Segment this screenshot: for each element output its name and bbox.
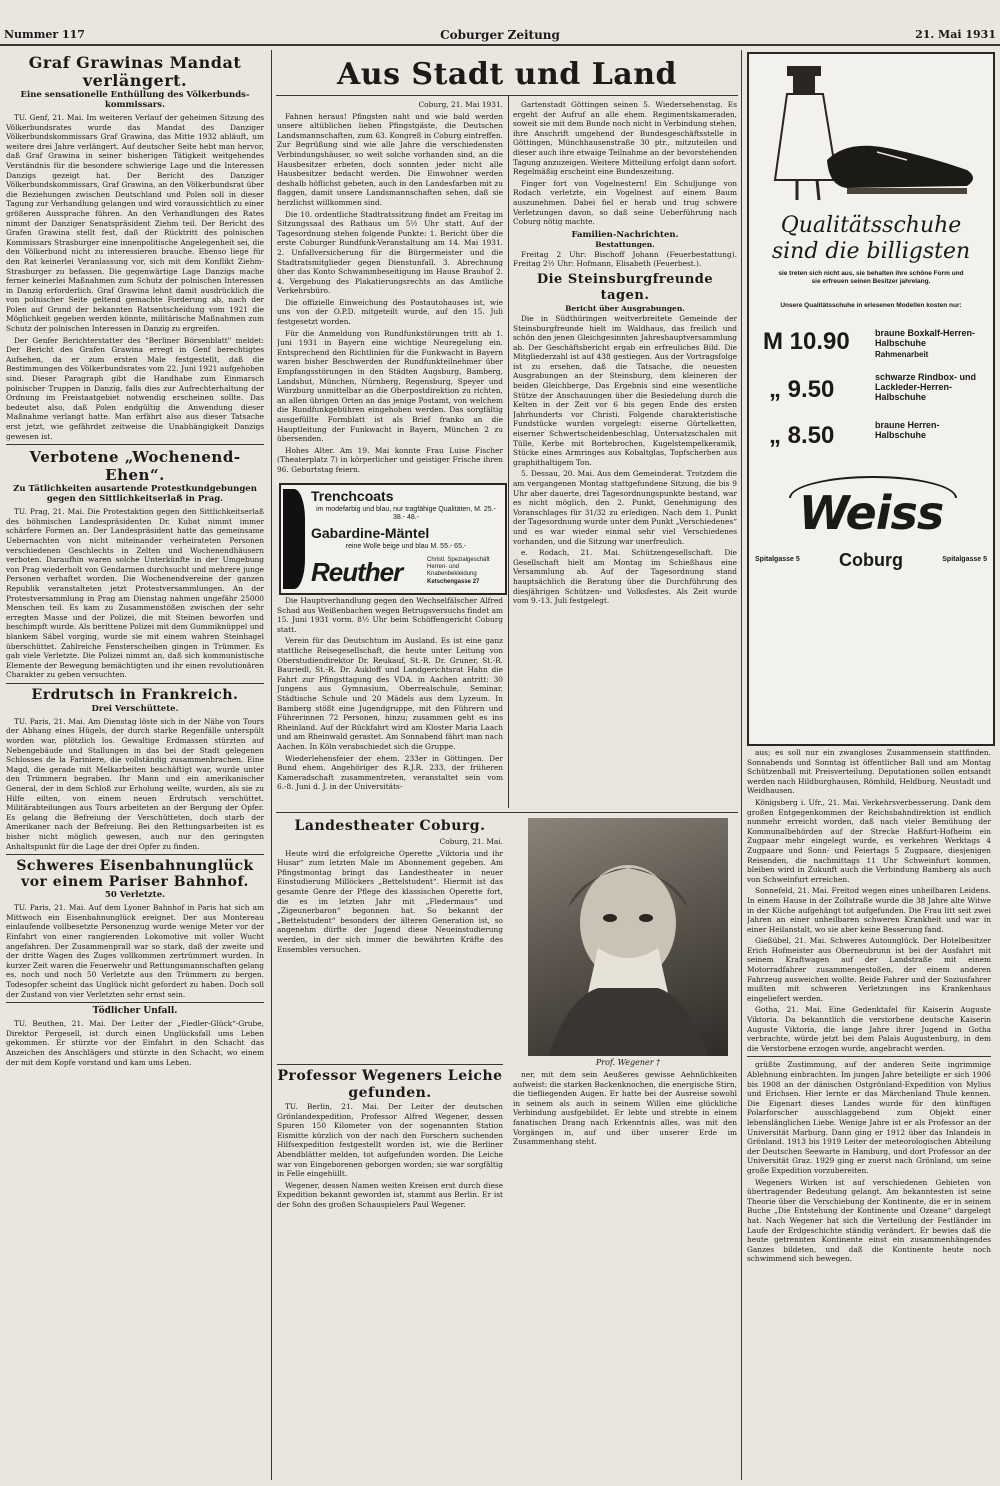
- issue-date: 21. Mai 1931: [915, 28, 996, 41]
- news-gotha: Gotha, 21. Mai. Eine Gedenktafel für Kaiserin Auguste Viktoria. Da bekanntlich die verstorbene deutsche Kaiserin Auguste Viktoria, die lange Jahre ihrer Jugend in Gotha verbrachte, würde jetzt bei dem Palais Augustenburg, in dem die Verstorbene erzogen wurde, angebracht werden.: [747, 1005, 991, 1053]
- ad-bracket-graphic: [283, 489, 305, 589]
- ad-weiss-headline-1: Qualitätsschuhe: [780, 213, 962, 238]
- headline-eisenbahn: Schweres Eisenbahnunglück vor einem Pariser Bahnhof.: [16, 858, 254, 891]
- price-3: „ 8.50: [769, 422, 835, 449]
- news-steinsburg: Die in Südthüringen weitverbreitete Gemeinde der Steinsburgfreunde hielt im Waldhaus, das freilich und schön den jenen Gleichgesinnten Jahreshauptversammlung ab. Der Geschäftsbericht ergab ein erfreuliches Bild. Die Mitgliederzahl ist auf 438 gestiegen. Aus der Vortragsfolge ist zu ersehen, daß die Tatsache, die neuesten Ausgrabungen an der Steinsburg, dem kleineren der beiden Gleichberge, Das Ergebnis sind eine wesentliche Stütze der Anschauungen über die Besiedelung durch die Kelten in der Zeit vor 6 bis gegen Ende des ersten Jahrhunderts vor Christi. Folgende charakteristische Fundstücke wurden vorgelegt: eiserne Gürtelketten, eiserner Schwertscheidenbeschlag, Untersatzschalen mit Tülle, Kerbe mit Bortebrochen, Kugelstempelkeramik, Stücke eines Armringes aus Kobaltglas, Topfscherben aus graphithaltigem Ton.: [513, 313, 737, 467]
- price-1: M 10.90: [763, 328, 850, 355]
- column-local-news-lower: [277, 596, 503, 808]
- news-wiedersehen: Wiederlehensfeier der ehem. 233er in Göttingen. Der Bund ehem. Angehöriger des R.J.R. 233, der früheren Kameradschaft zusammentreten, veranstaltet sein vom 6.-8. Juni d. J. in der Universitäts-: [277, 753, 503, 792]
- ad-item-trenchcoats-desc: im modefarbig und blau, nur tragfähige Qualitäten, M. 25.- 38.- 48.-: [316, 506, 496, 521]
- masthead-title: Coburger Zeitung: [440, 28, 560, 42]
- subhead-eisenbahn: 50 Verletzte.: [104, 890, 166, 901]
- column-regional: [513, 100, 737, 808]
- subhead-bestattungen: Bestattungen.: [595, 239, 655, 249]
- subhead-grawina: Eine sensationelle Enthüllung des Völkerbunds-kommissars.: [20, 90, 250, 110]
- headline-unfall: Tödlicher Unfall.: [92, 1006, 178, 1017]
- news-dessau: 5. Dessau, 20. Mai. Aus dem Gemeinderat. Trotzdem die am vergangenen Montag stattgefundene Sitzung, die bis 9 Uhr aber dauerte, drei Tagesordnungspunkte bestand, war es nicht möglich, den 2. Punkt, Genehmigung des Voranschlages für 31/32 zu erledigen. Nach dem 1. Punkt der Tagesordnung wurde unter dem Punkt „Verschiedenes“ und es war wieder einmal sehr viel Verschiedenes vorhanden, und die Sitzung war unerfreulich.: [513, 469, 737, 546]
- subhead-steinsburg: Bericht über Ausgrabungen.: [565, 303, 685, 313]
- ad-brand-reuther: Reuther: [311, 557, 403, 587]
- headline-erdrutsch: Erdrutsch in Frankreich.: [31, 686, 239, 703]
- news-alter: Hohes Alter. Am 19. Mai konnte Frau Luise Fischer (Theaterplatz 7) in körperlicher und geistiger Frische ihren 96. Geburtstag feiern.: [277, 445, 503, 474]
- news-postauto: Die offizielle Einweichung des Postautohauses ist, wie uns von der O.P.D. mitgeteilt wurde, auf den 15. Juli festgesetzt worden.: [277, 297, 503, 327]
- news-koenigsberg: Königsberg i. Ufr., 21. Mai. Verkehrsverbesserung. Dank dem großen Entgegenkommen der Reichsbahndirektion ist endlich nunmehr erreicht worden, daß nach vieler Bemühung der Kommunalbehörden auf der Strecke Haßfurt-Hofheim ein Zugpaar mehr eingelegt wurde, es verkehren Werktags 4 Zugpaare und Sonn- und Feiertags 5 Zugpaare, diesjenigen Reisenden, die nachmittags 11 Uhr Schweinfurt kommen, bleiben wird in Zukunft auch die Verbindung Bamberg als auch von Schweinfurt erreichen.: [747, 797, 991, 884]
- column-right: [747, 748, 991, 1478]
- ad-reuther-tagline: Christl. Spezialgeschäft Herren- und Knabenbekleidung: [427, 557, 490, 577]
- ad-weiss-address-left: Spitalgasse 5: [755, 556, 800, 563]
- column-divider: [741, 50, 742, 1480]
- theater-text: Heute wird die erfolgreiche Operette „Viktoria und ihr Husar“ zum letzten Male im Abonnement gegeben. Am Pfingstmontag bringt das Landestheater in neuer Einstudierung Millöckers „Bettelstudent“. Hiermit ist das gesamte Genre der Pflege des klassischen Operette fort, die es im letzten Jahr mit „Fledermaus“ und „Zigeunerbaron“ begonnen hat. So bekannt der „Bettelstudent“ besonders der älteren Generation ist, so angenehm dürfte der Jugend diese Neueinstudierung werden, in der sich immer die bewährten Kräfte des Ensembles versuchen.: [277, 848, 503, 954]
- headline-steinsburg: Die Steinsburgfreunde tagen.: [536, 271, 714, 303]
- headline-rule: [276, 95, 738, 96]
- portrait-illustration: [528, 818, 728, 1056]
- news-vogelnester: Finger fort von Vogelnestern! Ein Schuljunge von Rodach verletzte, ein Vogelnest auf einem Baum auszunehmen. Dabei fiel er herab und trug schwere Verletzungen davon, so daß seine Ueberführung nach Coburg nötig machte.: [513, 178, 737, 227]
- price-1-desc: braune Boxkalf-Herren-Halbschuhe: [875, 328, 976, 348]
- section-headline: Aus Stadt und Land: [336, 57, 678, 92]
- wegener-text-2: Wegener, dessen Namen weiten Kreisen erst durch diese Expedition bekannt geworden ist, stammt aus Berlin. Er ist der Sohn des großen Schauspielers Paul Wegener.: [277, 1180, 503, 1209]
- subhead-erdrutsch: Drei Verschüttete.: [91, 703, 179, 714]
- news-bestattungen: Freitag 2 Uhr: Bischoff Johann (Feuerbestattung). Freitag 2½ Uhr: Hofmann, Elisabeth (Feuerbest.).: [513, 249, 737, 269]
- wegener-bio-2: Wegeners Wirken ist auf verschiedenen Gebieten von übertragender Bedeutung gelangt. Am bekanntesten ist seine Theorie über die Verschiebung der Kontinente, die er in seinem Buche „Die Entstehung der Kontinente und Ozeane“ dargelegt hat. Nach Wegener hat sich die Verteilung der Festländer im Laufe der Erdgeschichte ständig verändert. Er bewies daß die heute getrennten Kontinente einst ein zusammenhängendes Ganzes bildeten, und daß die Kontinente heute noch schwimmend sich bewegen.: [747, 1177, 991, 1264]
- column-left: [6, 54, 264, 1480]
- news-giessuebel: Gießübel, 21. Mai. Schweres Autounglück. Der Hotelbesitzer Erich Hofmeister aus Oberneubrunn ist bei der Ausfahrt mit seinem Kraftwagen auf der Landstraße mit einem Motorradfahrer zusammengestoßen, der einem anderen Fahrzeug ausweichen wollte. Beide Fahrer und der Soziusfahrer mußten mit schweren Verletzungen ins Krankenhaus eingeliefert werden.: [747, 936, 991, 1003]
- news-schad: Die Hauptverhandlung gegen den Wechselfälscher Alfred Schad aus Weißenbachen wegen Betrugsversuchs findet am 15. Juni 1931 vorm. 8½ Uhr beim Schöffengericht Coburg statt.: [277, 596, 503, 634]
- headline-wegener: Professor Wegeners Leiche gefunden.: [277, 1068, 503, 1101]
- ad-item-trenchcoats: Trenchcoats: [311, 488, 394, 504]
- subhead-wochenend: Zu Tätlichkeiten ausartende Protestkundgebungen gegen den Sittlichkeitserlaß in Prag.: [13, 484, 257, 505]
- news-rundfunk: Für die Anmeldung von Rundfunkstörungen tritt ab 1. Juni 1931 in Bayern eine wichtige Neuregelung ein. Entsprechend den Richtlinien für die Funkwacht in Bayern waren bisher Beschwerden der Rundfunkteilnehmer über Empfangsstörungen in den Städten Augsburg, Bamberg, Landshut, München, Nürnberg, Regensburg, Speyer und Würzburg unmittelbar an die Oberpostdirektion zu richten, an allen übrigen Orten an das jenige Postamt, von welchem die Rundfunkgebühren eingehoben werden. Das sorgfältig ausgefüllte Formblatt ist als Brief franko an die Hauptleitung der Funkwacht in Bayern, München 2 zu übersenden.: [277, 328, 503, 444]
- ad-weiss-intro: Unsere Qualitätsschuhe in erlesenen Modellen kosten nur:: [780, 302, 962, 309]
- article-erdrutsch: TU. Paris, 21. Mai. Am Dienstag löste sich in der Nähe von Tours der Abhang eines Hügels, der durch starke Regenfälle unterspült worden war, plötzlich los. Gewaltige Erdmassen stürzten auf Nebengebäude und Stallungen in das bei der Stadt gelegenen Schlosses de la Fariniere, die vollständig zusammenbrachen. Eine Magd, die gerade mit Melkarbeiten beschäftigt war, wurde unter den Trümmern begraben. Ihr Mann und ein amerikanischer General, der in dem Schloß zur Erholung weilte, wurden, als sie zu Hilfe eilten, von einem neuen Erdrutsch verschüttet. Militärabteilungen aus Tours arbeiteten an der Bergung der Opfer. Es gelang die Befreiung der Verschütteten, doch starb der Amerikaner nach der Befreiung. Bei den Rettungsarbeiten ist es bisher nicht möglich gewesen, auch nur den geringsten Anhaltspunkt für die Lage der drei Opfer zu finden.: [6, 716, 264, 851]
- ad-item-gabardine-desc: reine Wolle beige und blau M. 55.- 65.-: [345, 543, 467, 550]
- ad-weiss-headline-2: sind die billigsten: [771, 239, 971, 264]
- news-sonnefeld: Sonnefeld, 21. Mai. Freitod wegen eines unheilbaren Leidens. In einem Hause in der Zollstraße wurde die 38 Jahre alte Witwe in der Küche aufgehängt tot aufgefunden. Die Frau litt seit zwei Jahren an einer unheilbaren schweren Krankheit und war in einer Heilanstalt, wo sie aber keine Besserung fand.: [747, 886, 991, 934]
- headline-wochenend: Verbotene „Wochenend-Ehen“.: [29, 448, 241, 485]
- price-3-desc: braune Herren-Halbschuhe: [875, 420, 940, 440]
- column-local-news: [277, 100, 503, 475]
- article-eisenbahn: TU. Paris, 21. Mai. Auf dem Lyoner Bahnhof in Paris hat sich am Mittwoch ein Eisenbahnunglück ereignet. Der aus Montereau einlaufende vollbesetzte Personenzug wurde wenige Meter vor der Einfahrt von einer rangierenden Lokomotive mit voller Wucht angefahren. Der Zusammenprall war so stark, daß der zweite und der dritte Wagen des Zuges vollkommen zertrümmert wurden. In kurzer Zeit waren die Feuerwehr und Rettungsmannschaften gelang es, noch und noch 50 Verletzte aus den Trümmern zu bergen. Todesopfer scheint das Unglück nicht gefordert zu haben. Doch soll der Zustand von vier Verletzten sehr ernst sein.: [6, 903, 264, 999]
- news-vda: Verein für das Deutschtum im Ausland. Es ist eine ganz stattliche Reisegesellschaft, die heute unter Leitung von Oberstudiendirektor Dr. Reukauf, St.-R. Dr. Gruner, St.-R. Bauriedl, St.-R. Dr. Aukloff und Landgerichtsrat Hahn die Fahrt zur Pfingsttagung des VDA. in Aachen antritt: 30 Jungens aus Gymnasium, Oberrealschule, Seminar, Städtische Schule und 20 Mädels aus dem Lyzeum. In Bamberg stößt eine Jugendgruppe, mit den Führern und Führerinnen 72 Personen, hinzu; zusammen geht es ins Rheinland. Auf der Rückfahrt wird am Kloster Maria Laach und am Rheinwald gerastet. Am Sonnabend fährt man nach Aachen. In Köln verabschiedet sich die Gruppe.: [277, 636, 503, 751]
- news-schuetzen: aus; es soll nur ein zwangloses Zusammensein stattfinden. Sonnabends und Sonntag ist öffentlicher Ball und am Montag Schützenball mit Preisverteilung. Deputationen sollen entsandt werden nach Hildburghausen, Römhild, Heldburg, Neustadt und Weidhausen.: [747, 748, 991, 796]
- column-divider: [508, 96, 509, 808]
- ad-weiss-shoes: [747, 52, 995, 746]
- theater-dateline: Coburg, 21. Mai.: [439, 837, 503, 846]
- header-rule: [0, 44, 1000, 46]
- article-grawina-2: Der Genfer Berichterstatter des "Berliner Börsenblatt" meldet: Der Bericht des Grafen Grawina erregt in Genf berechtigtes Aufsehen, da er zum ersten Male festgestellt, daß die Bestimmungen des Völkerbundsrates vom 22. Juni 1921 aufgehoben sind. Dieser Paragraph gibt die Handhabe zum Einmarsch polnischer Truppen in Danzig, falls dies zur Aufrechterhaltung der Ordnung im Freistaatgebiet notwendig erscheinen sollte. Das bedeutet also, daß Polen endgültig die Anwendung dieser Maßnahme verlangt hatte. Man erfährt also aus dieser Tatsache erst jetzt, wie gefährdet zeitweise die Unabhängigkeit Danzigs gewesen ist.: [6, 335, 264, 441]
- section-rule: [276, 812, 738, 813]
- headline-theater: Landestheater Coburg.: [294, 818, 486, 834]
- ad-weiss-city: Coburg: [839, 550, 903, 570]
- article-wochenend: TU. Prag, 21. Mai. Die Protestaktion gegen den Sittlichkeitserlaß des böhmischen Landespräsidenten Dr. Kubat nimmt immer schärfere Formen an. Der Landespräsident hatte das gemeinsame Uebernachten von nicht miteinander verheirateten Personen verschiedenen Geschlechts in Zelten und Wochenendhäusern verboten. Daraufhin waren solche Unterkünfte in der Umgebung von Prag wiederholt von Gendarmen durchsucht und mehrere junge Personen verhaftet worden. Die Wochenendvereine der ganzen Republik veranstalteten jetzt Protestversammlungen. An der Protestversammlung in Prag am Dienstag nahmen ungefähr 25000 Menschen teil. Es kam zu Zusammenstößen zwischen der sehr erregten Masse und der Polizei, die mit Steinen beworfen und beschimpft wurde. Als berittene Polizei mit dem Gummiknüppel und blankem Säbel vorging, wurde sie mit einem wahren Steinhagel überschüttet. Zahlreiche Fensterscheiben gingen in Trümmer. Es gab viele Verletzte. Die Polizei nimmt an, daß sich kommunistische Elemente der Bewegung bemächtigten und ihr einen revolutionären Charakter zu geben versuchten.: [6, 507, 264, 680]
- price-2: „ 9.50: [769, 376, 835, 403]
- article-unfall: TU. Beuthen, 21. Mai. Der Leiter der „Fiedler-Glück“-Grube, Direktor Pergesell, ist durch einen Unglücksfall ums Leben gekommen. Er stürzte vor der Einfahrt in den Schacht das Anzeichen des Anschlägers und stürzte in den Schacht, wo einem der mit dem Kopfe vorstand und kam ums Leben.: [6, 1019, 264, 1067]
- ad-item-gabardine: Gabardine-Mäntel: [311, 525, 430, 541]
- wegener-portrait-photo: [528, 818, 728, 1056]
- wegener-text: TU. Berlin, 21. Mai. Der Leiter der deutschen Grönlandexpedition, Professor Alfred Wegener, dessen Spuren 150 Kilometer von der sogenannten Station Eismitte kürzlich von der nach den Forschern suchenden Hilfsexpedition festgestellt worden ist, wie die Berliner Abendblätter melden, tot aufgefunden worden. Die Leiche war von Eingeborenen geborgen worden; sie war sorgfältig in Felle eingehüllt.: [277, 1102, 503, 1179]
- photo-caption: Prof. Wegener †: [595, 1058, 661, 1067]
- theater-article: [277, 818, 503, 1058]
- issue-number: Nummer 117: [4, 28, 85, 41]
- news-fahnen: Fahnen heraus! Pfingsten naht und wie bald werden unsere altüblichen lieben Pfingstgäste, die Deutschen Landsmannschaften, zum 63. Kongreß in Coburg eintreffen. Zur Begrüßung sind wie alle Jahre die verschiedensten Verbindungshäuser, so weit solche vorhanden sind, an die Hausbesitzer erbeten, doch sonnten jeder nicht alle Hausbesitzer bedacht werden. Die Einwohner werden deshalb höflichst gebeten, auch in den Landesfarben mit zu flaggen, damit unsere Landsmannschaften sehen, daß sie herzlichst willkommen sind.: [277, 111, 503, 207]
- wegener-text-3: ner, mit dem sein Aeußeres gewisse Aehnlichkeiten aufweist: die starken Backenknochen, die energische Stirn, die tiefliegenden Augen. Er hatte bei der Ausreise sowohl in seinem als auch in seinem Willen eine glückliche Verbindung ausfgebildet. Er lebte und strebte in einem fanatischen Drang nach Erkenntnis alles, was mit den Vorgängen in, auf und über unserer Erde im Zusammenhang steht.: [513, 1070, 737, 1147]
- article-grawina: TU. Genf, 21. Mai. Im weiteren Verlauf der geheimen Sitzung des Völkerbundsrates wurde das Mandat des Danziger Völkerbundskommissars Graf Grawina, das Mitte 1932 abläuft, um weitere drei Jahre verlängert. Auf deutscher Seite hebt man hervor, daß Graf Grawina in seiner bisherigen Tätigkeit weitgehendes Verständnis für die besondere schwierige Lage und die Interessen Danzigs gezeigt hat. Der Bericht des Danziger Völkerbundskommissars, Graf Grawina, an den Völkerbundsrat über die Beziehungen zwischen Deutschland und Polen soll in dieser Tagung zur Verhandlung gelangen und wird voraussichtlich zu einer größeren Aussprache führen. An den Verhandlungen des Rates nimmt der Danziger Senatspräsident Ziehm teil. Der Bericht des Grafen Grawina stellt fest, daß der Rücktritt des polnischen Kommissars Strasburger eine innenpolitische Angelegenheit sei, die den Völkerbund nicht zu interessieren brauche. Ebenso liege für den Rat keinerlei Veranlassung vor, sich mit dem Konflikt Ziehm-Strasburger zu befassen. Die gegenwärtige Lage Danzigs mache ferner keinerlei Maßnahmen zum Schutz der polnischen Interessen in Danzig erforderlich. Graf Grawina lehnt damit ausdrücklich die von polnischer Seite geltend gemachte Forderung ab, nach der Polen auf Grund der bekannten Ratsentscheidung vom 1921 die Möglichkeit gegeben werden könnte, militärische Maßnahmen zum Schutz der polnischen Interessen in Danzig zu ergreifen.: [6, 113, 264, 334]
- ad-reuther: [279, 483, 507, 595]
- price-2-desc: schwarze Rindbox- und Lackleder-Herren-Halbschuhe: [875, 372, 977, 402]
- ad-weiss-brand: Weiss: [798, 486, 944, 540]
- wegener-bio: grüßte Zustimmung, auf der anderen Seite ingrimmige Ablehnung einbrachten. Im jungen Jahre beteiligte er sich 1906 bis 1908 an der dänischen Ostgrönland-Expedition von Mylius und Erichsen. Hier lernte er das Märchenland Thule kennen. Die Eigenart dieses Landes wurde für den künftigen Polarforscher ausschlaggebend zum Objekt einer lebenslänglichen Liebe. Wenige Jahre ist er als Professor an der Universität Marburg. Dann ging er 1912 über das Inlandeis in Grönland. 1913 bis 1919 Leiter der meteorologischen Abteilung der Deutschen Seewarte in Hamburg, und dort Professor an der Universität Graz. 1929 ging er zuerst nach Grönland, um seine große Expedition vorzubereiten.: [747, 1060, 991, 1175]
- dateline: Coburg, 21. Mai 1931.: [418, 100, 503, 109]
- ad-reuther-address: Ketschengasse 27: [427, 579, 480, 585]
- wegener-article: [277, 1064, 503, 1280]
- headline-grawina: Graf Grawinas Mandat verlängert.: [28, 54, 242, 90]
- news-rodach: e. Rodach, 21. Mai. Schützengesellschaft. Die Gesellschaft hielt am Montag im Schießhaus eine Versammlung ab. Auf der Tagesordnung stand hauptsächlich die Beratung über die Durchführung des diesjährigen Schützen- und Volksfestes. Als Zeit wurde vom 9.-13. Juli festgelegt.: [513, 548, 737, 606]
- news-stadtrat: Die 10. ordentliche Stadtratssitzung findet am Freitag im Sitzungssaal des Rathaus um 5½ Uhr statt. Auf der Tagesordnung stehen folgende Punkte: 1. Bericht über die erste Coburger Rundfunk-Veranstaltung am 14. Mai 1931. 2. Unfallversicherung für die Bürgermeister und die Stadtratsmitglieder gegen Dienstunfall. 3. Abrechnung über das Konto Schwammbeseitigung im Hause Brauhof 2. 4. Vergebung des Plakatierungsrechts an das Amtliche Verkehrsbüro.: [277, 209, 503, 296]
- wegener-article-continued: [513, 1070, 737, 1280]
- column-divider: [271, 50, 272, 1480]
- headline-familie: Familien-Nachrichten.: [571, 229, 679, 240]
- price-1-note: Rahmenarbeit: [875, 350, 929, 359]
- ad-weiss-address-right: Spitalgasse 5: [942, 556, 987, 563]
- ad-weiss-tagline: sie treten sich nicht aus, sie behalten ihre schöne Form und sie erfreuen seinen Besitzer jahrelang.: [778, 270, 964, 285]
- news-goettingen: Gartenstadt Göttingen seinen 5. Wiedersehenstag. Es ergeht der Aufruf an alle ehem. Regimentskameraden, soweit sie mit dem Bunde noch nicht in Verbindung stehen, ihre Anschrift umgehend der Bundesgeschäftsstelle in Göttingen, Münchhausenstraße 30 ptr., mitzuteilen und dieser auch ihre etwaige Teilnahme an der bevorstehenden Tagung anzuzeigen. Weitere Mitteilung erfolgt dann sofort. Regelmäßig erscheint eine Bundeszeitung.: [513, 100, 737, 177]
- shoe-illustration: [757, 60, 985, 210]
